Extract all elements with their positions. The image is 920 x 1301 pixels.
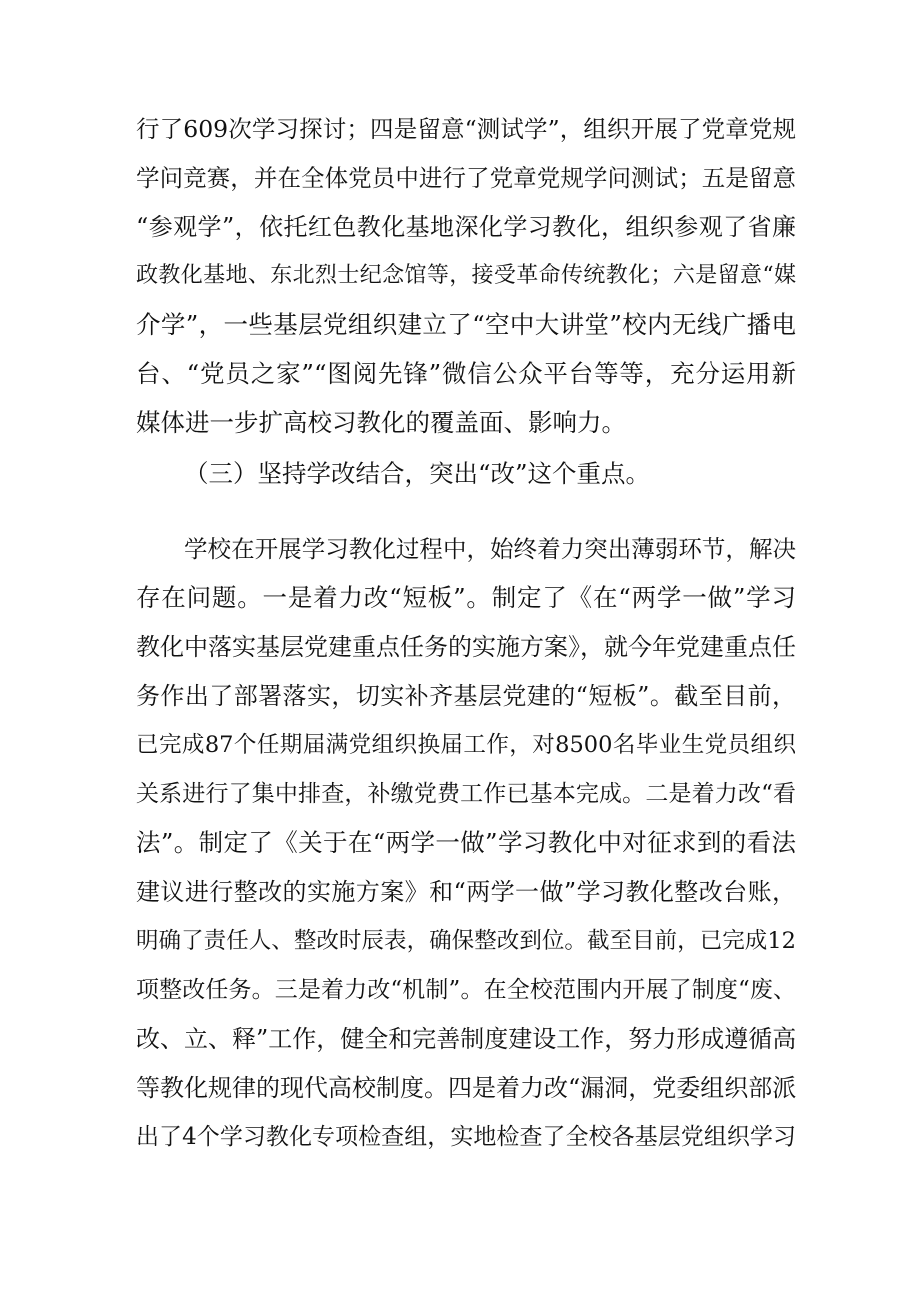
paragraph-line: “参观学”，依托红色教化基地深化学习教化，组织参观了省廉 [136,213,796,241]
paragraph-line: 台、“党员之家”“图阅先锋”微信公众平台等等，充分运用新 [136,359,796,388]
paragraph-line: 明确了责任人、整改时辰表，确保整改到位。截至目前，已完成12 [136,928,796,954]
paragraph-line: 法”。制定了《关于在“两学一做”学习教化中对征求到的看法 [136,828,796,857]
section-heading: （三）坚持学改结合，突出“改”这个重点。 [184,459,651,488]
paragraph-line: 已完成87个任期届满党组织换届工作，对8500名毕业生党员组织 [136,732,796,758]
paragraph-line: 存在问题。一是着力改“短板”。制定了《在“两学一做”学习 [136,583,796,612]
paragraph-line: 项整改任务。三是着力改“机制”。在全校范围内开展了制度“废、 [136,977,796,1003]
paragraph-line: 媒体进一步扩高校习教化的覆盖面、影响力。 [136,408,626,437]
paragraph-line: 务作出了部署落实，切实补齐基层党建的“短板”。截至目前， [136,682,796,710]
paragraph-line: 教化中落实基层党建重点任务的实施方案》，就今年党建重点任 [136,633,796,661]
paragraph-line: 等教化规律的现代高校制度。四是着力改“漏洞，党委组织部派 [136,1074,797,1102]
paragraph-line: 介学”，一些基层党组织建立了“空中大讲堂”校内无线广播电 [136,310,796,339]
paragraph-line: 行了609次学习探讨；四是留意“测试学”，组织开展了党章党规 [136,115,796,143]
paragraph-line: 出了4个学习教化专项检查组，实地检查了全校各基层党组织学习 [136,1124,796,1150]
paragraph-line: 学问竞赛，并在全体党员中进行了党章党规学问测试；五是留意 [136,164,796,192]
paragraph-line: 政教化基地、东北烈士纪念馆等，接受革命传统教化；六是留意“媒 [136,263,796,288]
paragraph-line: 改、立、释”工作，健全和完善制度建设工作，努力形成遵循高 [136,1025,797,1053]
paragraph-line: 学校在开展学习教化过程中，始终着力突出薄弱环节，解决 [184,535,796,563]
paragraph-line: 关系进行了集中排查，补缴党费工作已基本完成。二是着力改“看 [136,781,796,807]
paragraph-line: 建议进行整改的实施方案》和“两学一做”学习教化整改台账， [136,878,796,906]
